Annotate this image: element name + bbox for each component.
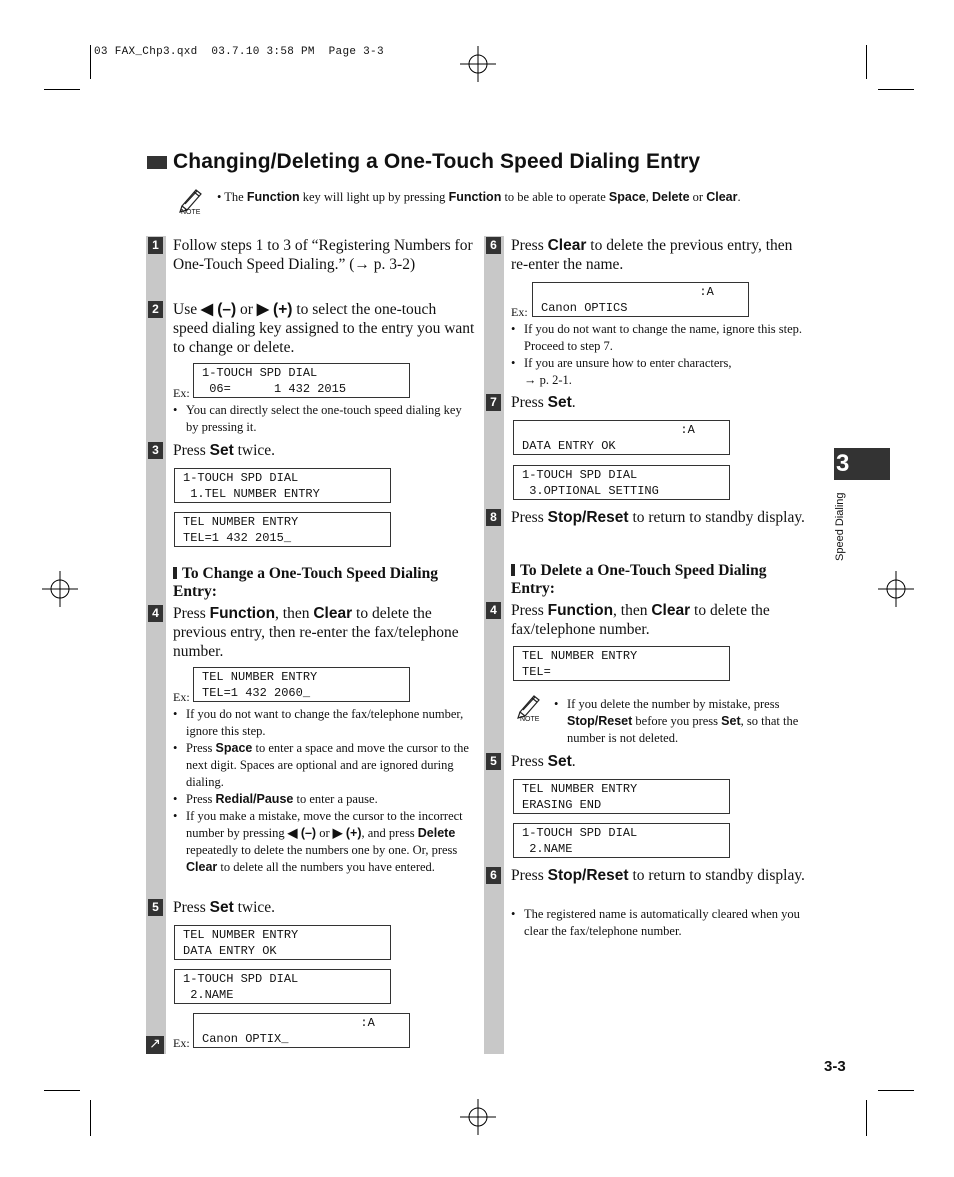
bullet-list — [173, 706, 476, 876]
subheading-change: To Change a One-Touch Speed Dialing Entry: — [173, 565, 438, 600]
step-number: 7 — [486, 394, 501, 411]
step-number: 1 — [148, 237, 163, 254]
example-label: Ex: — [173, 386, 190, 400]
note-block — [514, 690, 546, 726]
bullet-list — [511, 906, 814, 940]
bullet-item: • If you make a mistake, move the cursor to the incorrect number by pressing ◀ (–) or ▶ (+), and press Delete repeatedly to delete the numbers one by one. Or, press Clear to delete all the numbers you have entered. — [186, 808, 476, 876]
note-text — [554, 696, 812, 747]
bullet-item: • Press Redial/Pause to enter a pause. — [186, 791, 476, 808]
registration-mark-icon — [42, 571, 78, 607]
bullet-item: • Press Space to enter a space and move the cursor to the next digit. Spaces are optional and are ignored during dialing. — [186, 740, 476, 791]
crop-mark — [866, 45, 867, 79]
crop-mark — [878, 1090, 914, 1091]
bullet-list — [511, 321, 814, 389]
lcd-display: 1-TOUCH SPD DIAL 06= 1 432 2015 — [193, 363, 410, 398]
registration-mark-icon — [460, 46, 496, 82]
lcd-display: 1-TOUCH SPD DIAL 3.OPTIONAL SETTING — [513, 465, 730, 500]
page-title: Changing/Deleting a One-Touch Speed Dialing Entry — [173, 150, 701, 173]
crop-mark — [90, 1100, 91, 1136]
step-4-delete-text: Press Function, then Clear to delete the fax/telephone number. — [511, 602, 770, 638]
lcd-display: TEL NUMBER ENTRY TEL=1 432 2015_ — [174, 512, 391, 547]
lcd-display: :A Canon OPTIX_ — [193, 1013, 410, 1048]
lcd-display: 1-TOUCH SPD DIAL 2.NAME — [174, 969, 391, 1004]
step-number: 2 — [148, 301, 163, 318]
crop-mark — [878, 89, 914, 90]
step-1-text: Follow steps 1 to 3 of “Registering Numbers for One-Touch Speed Dialing.” (→ p. 3-2) — [173, 237, 473, 273]
left-step-bar — [146, 236, 166, 1054]
lcd-display: 1-TOUCH SPD DIAL 2.NAME — [513, 823, 730, 858]
subheading-delete: To Delete a One-Touch Speed Dialing Entry: — [511, 562, 767, 597]
registration-mark-icon — [460, 1099, 496, 1135]
step-2-text: Use ◀ (–) or ▶ (+) to select the one-touch speed dialing key assigned to the entry you want to change or delete. — [173, 301, 475, 356]
step-6-text: Press Clear to delete the previous entry, then re-enter the name. — [511, 237, 793, 273]
step-number: 4 — [148, 605, 163, 622]
step-5-delete-text: Press Set. — [511, 753, 576, 770]
crop-mark — [866, 1100, 867, 1136]
bullet-item: • The registered name is automatically cleared when you clear the fax/telephone number. — [524, 906, 814, 940]
top-note-text: • The Function key will light up by pressing Function to be able to operate Space, Delete or Clear. — [217, 190, 741, 204]
bullet-item: • If you are unsure how to enter characters, → p. 2-1. — [524, 355, 814, 389]
crop-mark — [44, 89, 80, 90]
bullet-item: • You can directly select the one-touch speed dialing key by pressing it. — [186, 402, 476, 436]
subheading-marker-icon — [511, 564, 515, 576]
step-number: 4 — [486, 602, 501, 619]
step-5-text: Press Set twice. — [173, 899, 276, 916]
crop-mark — [90, 45, 91, 79]
bullet-item: • If you do not want to change the name, ignore this step. Proceed to step 7. — [524, 321, 814, 355]
chapter-label: Speed Dialing — [834, 492, 846, 561]
step-3-text: Press Set twice. — [173, 442, 276, 459]
step-8-text: Press Stop/Reset to return to standby display. — [511, 509, 805, 526]
lcd-display: TEL NUMBER ENTRY TEL= — [513, 646, 730, 681]
section-title — [147, 150, 700, 174]
bullet-list — [173, 402, 476, 436]
note-label: NOTE — [181, 209, 201, 216]
right-step-bar — [484, 236, 504, 1054]
lcd-display: TEL NUMBER ENTRY ERASING END — [513, 779, 730, 814]
bullet-item: • If you delete the number by mistake, press Stop/Reset before you press Set, so that the number is not deleted. — [567, 696, 812, 747]
crop-mark — [44, 1090, 80, 1091]
step-7-text: Press Set. — [511, 394, 576, 411]
note-label: NOTE — [520, 716, 540, 723]
example-label: Ex: — [173, 690, 190, 704]
lcd-display: :A DATA ENTRY OK — [513, 420, 730, 455]
bullet-item: • If you do not want to change the fax/telephone number, ignore this step. — [186, 706, 476, 740]
step-number: 3 — [148, 442, 163, 459]
step-number: 8 — [486, 509, 501, 526]
chapter-tab — [834, 448, 890, 480]
file-header: 03 FAX_Chp3.qxd 03.7.10 3:58 PM Page 3-3 — [94, 46, 384, 58]
note-block — [176, 184, 208, 219]
lcd-display: 1-TOUCH SPD DIAL 1.TEL NUMBER ENTRY — [174, 468, 391, 503]
title-marker-icon — [147, 156, 167, 169]
step-number: 5 — [148, 899, 163, 916]
step-6-delete-text: Press Stop/Reset to return to standby display. — [511, 867, 805, 884]
example-label: Ex: — [511, 305, 528, 319]
lcd-display: :A Canon OPTICS — [532, 282, 749, 317]
lcd-display: TEL NUMBER ENTRY DATA ENTRY OK — [174, 925, 391, 960]
step-number: 6 — [486, 237, 501, 254]
continue-arrow-icon: ↗ — [146, 1036, 164, 1054]
subheading-marker-icon — [173, 567, 177, 579]
step-number: 5 — [486, 753, 501, 770]
step-number: 6 — [486, 867, 501, 884]
chapter-number: 3 — [836, 450, 850, 477]
step-4-text: Press Function, then Clear to delete the previous entry, then re-enter the fax/telephone number. — [173, 605, 459, 660]
registration-mark-icon — [878, 571, 914, 607]
page-number: 3-3 — [824, 1058, 846, 1075]
example-label: Ex: — [173, 1036, 190, 1050]
lcd-display: TEL NUMBER ENTRY TEL=1 432 2060_ — [193, 667, 410, 702]
